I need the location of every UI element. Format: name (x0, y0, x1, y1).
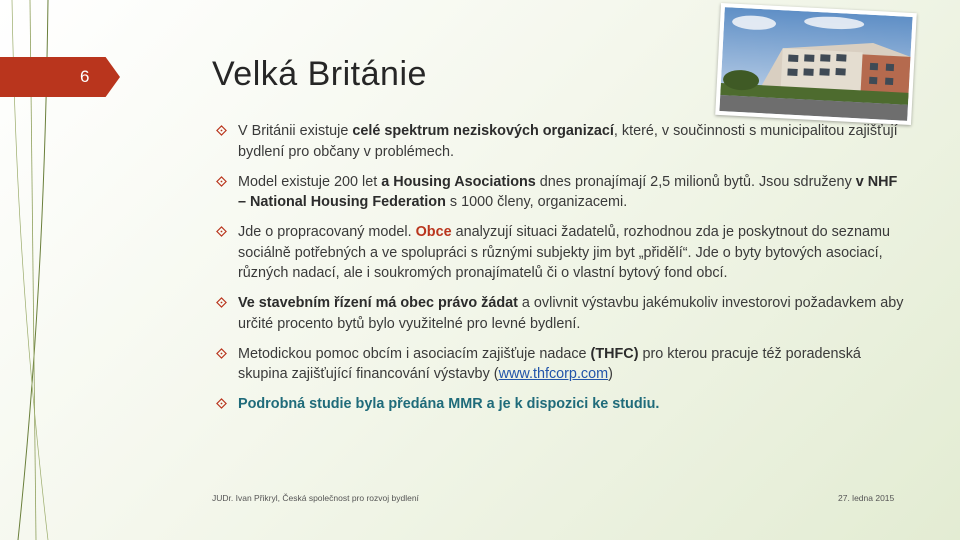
diamond-bullet-icon (216, 348, 227, 359)
thfcorp-link[interactable]: www.thfcorp.com (498, 366, 609, 382)
list-item: Podrobná studie byla předána MMR a je k dispozici ke studiu. (214, 394, 904, 415)
footer-author: JUDr. Ivan Přikryl, Česká společnost pro rozvoj bydlení (212, 493, 419, 503)
list-item: Model existuje 200 let a Housing Asociations dnes pronajímají 2,5 milionů bytů. Jsou sdruženy v NHF – National Housing Federation s 1000 členy, organizacemi. (214, 172, 904, 213)
list-item: Ve stavebním řízení má obec právo žádat a ovlivnit výstavbu jakémukoliv investorovi požadavkem aby určité procento bytů bylo využitelné pro levné bydlení. (214, 293, 904, 334)
diamond-bullet-icon (216, 398, 227, 409)
diamond-bullet-icon (216, 226, 227, 237)
list-item: Jde o propracovaný model. Obce analyzují situaci žadatelů, rozhodnou zda je poskytnout do seznamu sociálně potřebných a ve spolupráci s různými subjekty jim byt „přidělí“. Jde o byty bytových asociací, různých nadací, ale i soukromých pronajímatelů či o vlastní bytový fond obcí. (214, 222, 904, 284)
list-item: V Británii existuje celé spektrum neziskových organizací, které, v součinnosti s municipalitou zajišťují bydlení pro občany v problémech. (214, 121, 904, 162)
slide-number-tab (0, 57, 120, 97)
list-item: Metodickou pomoc obcím i asociacím zajišťuje nadace (THFC) pro kterou pracuje též poradenská skupina zajišťující financování výstavby (www.thfcorp.com) (214, 344, 904, 385)
footer-date: 27. ledna 2015 (838, 493, 895, 503)
diamond-bullet-icon (216, 176, 227, 187)
page-title: Velká Británie (212, 55, 427, 93)
diamond-bullet-icon (216, 125, 227, 136)
apartment-building-photo (715, 3, 917, 125)
bullet-list (214, 121, 904, 424)
slide-number: 6 (80, 67, 90, 86)
diamond-bullet-icon (216, 297, 227, 308)
